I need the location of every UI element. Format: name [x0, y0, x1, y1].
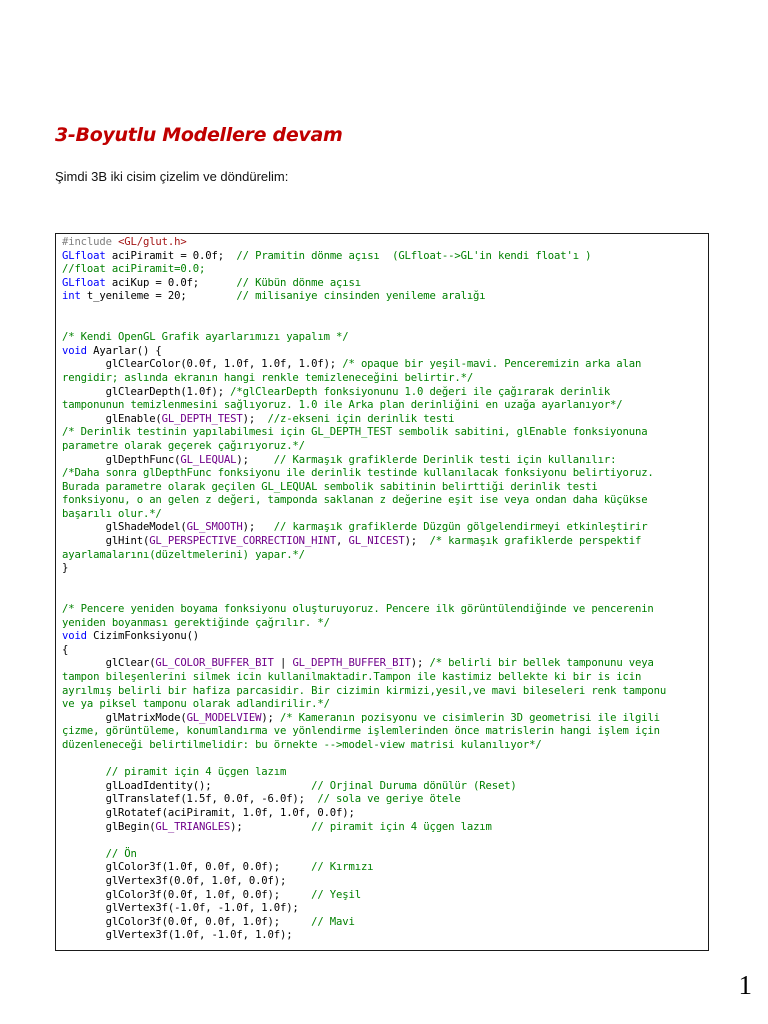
code-token: Ayarlar() {	[86, 344, 162, 357]
code-line	[62, 902, 708, 916]
code-token: // Ön	[62, 847, 137, 860]
code-token: /* opaque bir yeşil-mavi. Penceremizin arka alan	[342, 358, 642, 371]
code-line	[62, 739, 708, 753]
code-token: /* Kendi OpenGL Grafik ayarlarımızı yapalım */	[62, 331, 349, 344]
code-line	[62, 250, 708, 264]
code-listing	[62, 236, 708, 943]
code-token: glTranslatef(1.5f, 0.0f, -6.0f);	[62, 793, 318, 806]
code-token: // Kırmızı	[311, 861, 374, 874]
code-token: );	[242, 521, 274, 534]
code-line	[62, 861, 708, 875]
code-token: glLoadIdentity();	[62, 779, 312, 792]
code-token: // karmaşık grafiklerde Düzgün gölgelendirmeyi etkinleştirir	[273, 521, 648, 534]
code-line	[62, 508, 708, 522]
code-token: ayrılmış belirli bir hafiza parcasidir. Bir cizimin kirmizi,yesil,ve mavi bileseleri renk tamponu	[62, 684, 667, 697]
code-line	[62, 521, 708, 535]
code-line	[62, 467, 708, 481]
code-token: glRotatef(aciPiramit, 1.0f, 1.0f, 0.0f);	[62, 806, 355, 819]
page-number: 1	[738, 970, 752, 1000]
code-line	[62, 562, 708, 576]
code-line	[62, 345, 708, 359]
code-line	[62, 657, 708, 671]
code-token: GLfloat	[62, 249, 106, 262]
code-line	[62, 821, 708, 835]
code-token: );	[404, 535, 430, 548]
code-token: glClearDepth(1.0f);	[62, 385, 231, 398]
code-line	[62, 685, 708, 699]
code-token: glMatrixMode(	[62, 711, 187, 724]
code-token: glHint(	[62, 535, 150, 548]
code-line	[62, 426, 708, 440]
code-token: );	[236, 453, 274, 466]
code-line	[62, 386, 708, 400]
code-token: // Yeşil	[311, 888, 361, 901]
code-line	[62, 617, 708, 631]
code-token: çizme, görüntüleme, konumlandırma ve yönlendirme işlemlerinden önce matrislerin hangi işlem için	[62, 725, 660, 738]
code-token: // Mavi	[311, 915, 355, 928]
code-line	[62, 277, 708, 291]
code-line	[62, 413, 708, 427]
code-line	[62, 929, 708, 943]
code-token: GL_TRIANGLES	[155, 820, 231, 833]
code-token: /* karmaşık grafiklerde perspektif	[429, 535, 642, 548]
code-token: );	[242, 412, 268, 425]
code-token: glEnable(	[62, 412, 162, 425]
code-token: );	[410, 657, 430, 670]
code-line	[62, 263, 708, 277]
code-line	[62, 753, 708, 767]
code-line	[62, 304, 708, 318]
code-token: // piramit için 4 üçgen lazım	[311, 820, 492, 833]
code-token: GLfloat	[62, 276, 106, 289]
code-line	[62, 603, 708, 617]
code-line	[62, 834, 708, 848]
code-token: //z-ekseni için derinlik testi	[267, 412, 455, 425]
code-token: glBegin(	[62, 820, 156, 833]
code-line	[62, 535, 708, 549]
code-token: <GL/glut.h>	[118, 236, 187, 248]
code-line	[62, 549, 708, 563]
code-line	[62, 440, 708, 454]
code-token: // sola ve geriye ötele	[317, 793, 461, 806]
code-token: glClearColor(0.0f, 1.0f, 1.0f, 1.0f);	[62, 358, 343, 371]
code-line	[62, 236, 708, 250]
code-token: glShadeModel(	[62, 521, 187, 534]
code-line	[62, 766, 708, 780]
code-line	[62, 358, 708, 372]
code-token: #include	[62, 236, 119, 248]
code-line	[62, 793, 708, 807]
code-token: void	[62, 630, 87, 643]
code-token: ve ya piksel tamponu olarak adlandirilir.*/	[62, 698, 330, 711]
code-line	[62, 712, 708, 726]
code-block	[55, 233, 709, 951]
code-token: parametre olarak geçerek çağırıyoruz.*/	[62, 439, 305, 452]
code-token: glClear(	[62, 657, 156, 670]
intro-paragraph: Şimdi 3B iki cisim çizelim ve döndürelim:	[55, 169, 289, 184]
code-token: glColor3f(0.0f, 1.0f, 0.0f);	[62, 888, 312, 901]
code-token: /* Pencere yeniden boyama fonksiyonu oluşturuyoruz. Pencere ilk görüntülendiğinde ve pencerenin	[62, 603, 654, 616]
code-line	[62, 494, 708, 508]
code-line	[62, 399, 708, 413]
code-line	[62, 875, 708, 889]
code-line	[62, 807, 708, 821]
code-line	[62, 644, 708, 658]
code-line	[62, 671, 708, 685]
code-token: void	[62, 344, 87, 357]
code-token: glColor3f(1.0f, 0.0f, 0.0f);	[62, 861, 312, 874]
code-token: tampon bileşenlerini silmek icin kullanilmaktadir.Tampon ile kastimiz bellekte ki bir is icin	[62, 671, 642, 683]
code-token: GL_NICEST	[348, 535, 405, 548]
code-token: // Pramitin dönme açısı (GLfloat-->GL'in kendi float'ı )	[236, 249, 592, 262]
code-line	[62, 780, 708, 794]
code-token: // Karmaşık grafiklerde Derinlik testi için kullanılır:	[273, 453, 617, 466]
code-token: düzenleneceği belirtilmelidir: bu örnekte -->model-view matrisi kulanılıyor*/	[62, 738, 542, 751]
code-token: aciKup = 0.0f;	[105, 276, 237, 289]
code-token: // Kübün dönme açısı	[236, 276, 361, 289]
code-token: );	[230, 820, 312, 833]
code-line	[62, 589, 708, 603]
code-token: glVertex3f(1.0f, -1.0f, 1.0f);	[62, 929, 293, 942]
code-token: glColor3f(0.0f, 0.0f, 1.0f);	[62, 915, 312, 928]
code-token: ayarlamalarını(düzeltmelerini) yapar.*/	[62, 548, 305, 561]
code-token: GL_LEQUAL	[180, 453, 237, 466]
page-title: 3-Boyutlu Modellere devam	[55, 124, 343, 146]
code-line	[62, 698, 708, 712]
code-token: GL_DEPTH_TEST	[161, 412, 243, 425]
code-line	[62, 576, 708, 590]
code-token: t_yenileme = 20;	[80, 290, 237, 303]
code-token: {	[62, 643, 69, 656]
code-line	[62, 848, 708, 862]
code-line	[62, 630, 708, 644]
code-token: glDepthFunc(	[62, 453, 181, 466]
code-token: GL_COLOR_BUFFER_BIT	[155, 657, 274, 670]
code-line	[62, 725, 708, 739]
code-line	[62, 318, 708, 332]
code-token: glVertex3f(0.0f, 1.0f, 0.0f);	[62, 874, 287, 887]
code-token: // milisaniye cinsinden yenileme aralığı	[236, 290, 486, 303]
code-token: başarılı olur.*/	[62, 507, 162, 520]
code-token: fonksiyonu, o an gelen z değeri, tamponda saklanan z değerine eşit ise veya ondan daha küçükse	[62, 494, 648, 507]
code-line	[62, 290, 708, 304]
code-token: int	[62, 290, 81, 303]
code-line	[62, 916, 708, 930]
code-token: /* belirli bir bellek tamponunu veya	[429, 657, 654, 670]
code-token: // Orjinal Duruma dönülür (Reset)	[311, 779, 517, 792]
code-token: GL_SMOOTH	[186, 521, 243, 534]
code-token: // piramit için 4 üçgen lazım	[62, 766, 287, 779]
code-line	[62, 889, 708, 903]
code-token: tamponunun temizlenmesini sağlıyoruz. 1.0 ile Arka plan derinliğini en uzağa ayarlanıyor*/	[62, 399, 623, 412]
code-token: CizimFonksiyonu()	[86, 630, 200, 643]
code-token: yeniden boyanması gerektiğinde çağrılır. */	[62, 616, 330, 629]
code-token: /*Daha sonra glDepthFunc fonksiyonu ile derinlik testinde kullanılacak fonksiyonu belirtiyoruz.	[62, 467, 654, 480]
code-token: }	[62, 562, 69, 575]
code-token: rengidir; aslında ekranın hangi renkle temizleneceğini belirtir.*/	[62, 371, 474, 384]
code-token: aciPiramit = 0.0f;	[105, 249, 237, 262]
code-token: glVertex3f(-1.0f, -1.0f, 1.0f);	[62, 902, 299, 915]
code-line	[62, 454, 708, 468]
code-token: GL_DEPTH_BUFFER_BIT	[292, 657, 411, 670]
code-token: GL_PERSPECTIVE_CORRECTION_HINT	[149, 535, 337, 548]
code-token: |	[273, 657, 293, 670]
code-token: /*glClearDepth fonksiyonunu 1.0 değeri ile çağırarak derinlik	[230, 385, 611, 398]
code-token: Burada parametre olarak geçilen GL_LEQUAL sembolik sabitinin belirttiği derinlik testi	[62, 480, 598, 493]
code-token: GL_MODELVIEW	[186, 711, 262, 724]
code-token: /* Derinlik testinin yapılabilmesi için GL_DEPTH_TEST sembolik sabitini, glEnable fonksiyonuna	[62, 426, 648, 439]
code-token: //float aciPiramit=0.0;	[62, 263, 206, 276]
code-token: ,	[336, 535, 349, 548]
code-token: );	[261, 711, 280, 724]
code-line	[62, 481, 708, 495]
code-token: /* Kameranın pozisyonu ve cisimlerin 3D geometrisi ile ilgili	[280, 711, 660, 724]
code-line	[62, 372, 708, 386]
code-line	[62, 331, 708, 345]
